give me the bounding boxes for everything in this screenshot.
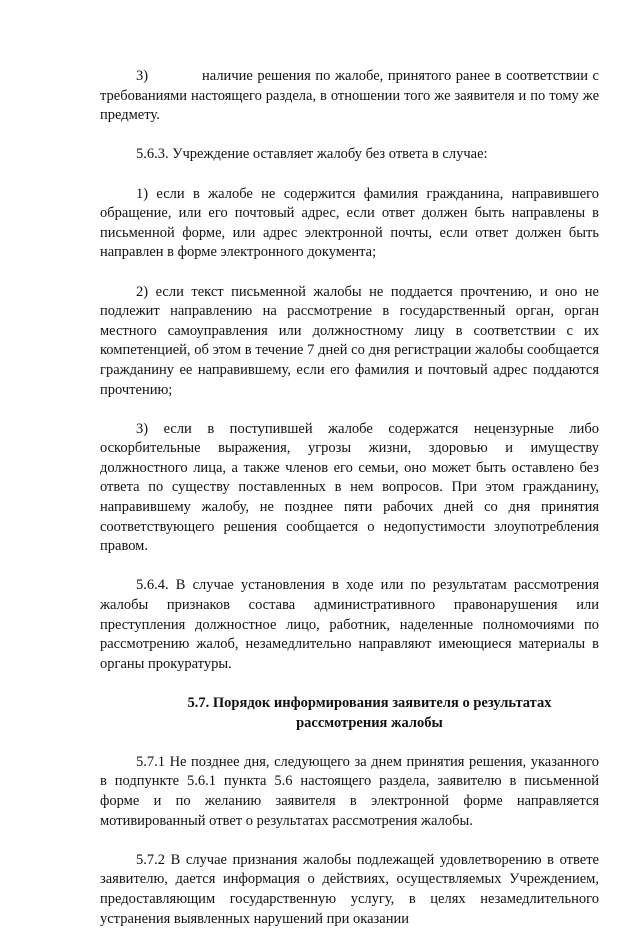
case-1-no-surname: 1) если в жалобе не содержится фамилия гражданина, направившего обращение, или его почтовый адрес, если ответ должен быть направлены в письменной форме, или адрес электронной почты, если ответ должен быть направлен в форме электронного документа;	[100, 185, 599, 261]
item-number: 3)	[136, 68, 149, 84]
section-5-6-3: 5.6.3. Учреждение оставляет жалобу без ответа в случае:	[136, 146, 488, 163]
section-5-6-4: 5.6.4. В случае установления в ходе или по результатам рассмотрения жалобы признаков состава административного правонарушения или преступления должностное лицо, работник, наделенные полномочиями по рассмотрению жалоб, незамедлительно направляют имеющиеся материалы в органы прокуратуры.	[100, 577, 599, 672]
item-text: наличие решения по жалобе, принятого ранее в соответствии с требованиями настоящего раздела, в отношении того же заявителя и по тому же предмету.	[100, 68, 599, 124]
heading-line-1: 5.7. Порядок информирования заявителя о результатах	[187, 695, 552, 711]
case-2-unreadable-text: 2) если текст письменной жалобы не поддается прочтению, и оно не подлежит направлению на рассмотрение в государственный орган, орган местного самоуправления или должностному лицу в соответствии с их компетенцией, об этом в течение 7 дней со дня регистрации жалобы сообщается гражданину ее направившему, если его фамилия и почтовый адрес поддаются прочтению;	[100, 283, 599, 398]
section-5-7-1: 5.7.1 Не позднее дня, следующего за днем принятия решения, указанного в подпункте 5.6.1 пункта 5.6 настоящего раздела, заявителю в письменной форме и по желанию заявителя в электронной форме направляется мотивированный ответ о результатах рассмотрения жалобы.	[100, 753, 599, 829]
document-body	[100, 67, 599, 929]
heading-line-2: рассмотрения жалобы	[296, 714, 443, 731]
case-3-obscene-expressions: 3) если в поступившей жалобе содержатся нецензурные либо оскорбительные выражения, угрозы жизни, здоровью и имуществу должностного лица, а также членов его семьи, оно может быть оставлено без ответа по существу поставленных в нем вопросов. При этом гражданину, направившему жалобу, не позднее пяти рабочих дней со дня принятия соответствующего решения сообщается о недопустимости злоупотребления правом.	[100, 420, 599, 555]
section-heading-5-7	[100, 694, 599, 733]
section-5-7-2: 5.7.2 В случае признания жалобы подлежащей удовлетворению в ответе заявителю, дается информация о действиях, осуществляемых Учреждением, предоставляющим государственную услугу, в целях незамедлительного устранения выявленных нарушений при оказании	[100, 851, 599, 927]
item-3-previous-decision	[100, 67, 599, 126]
